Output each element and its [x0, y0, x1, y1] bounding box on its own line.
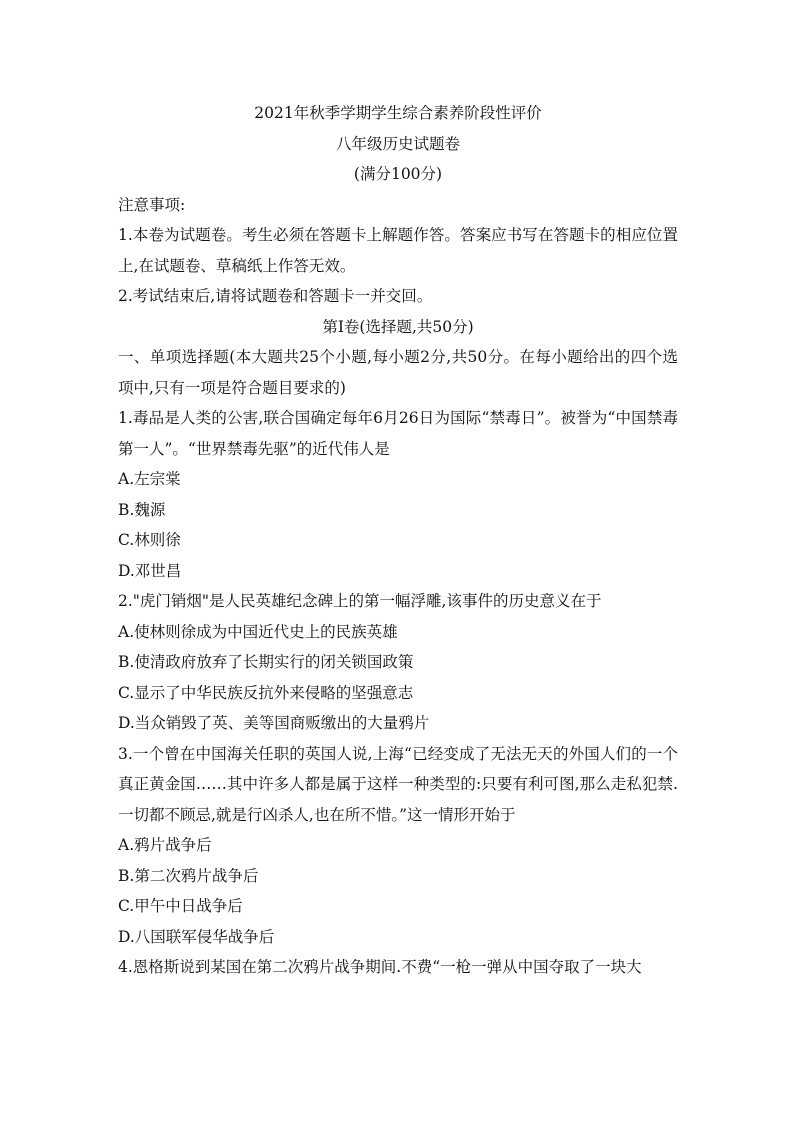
exam-page	[118, 98, 678, 983]
option-c: C.林则徐	[118, 531, 181, 549]
section-instruction: 一、单项选择题(本大题共25个小题,每小题2分,共50分。在每小题给出的四个选项中,只有一项是符合题目要求的)	[118, 348, 678, 397]
question-stem: 3.一个曾在中国海关任职的英国人说,上海“已经变成了无法无天的外国人们的一个真正黄金国……其中许多人都是属于这样一种类型的:只要有利可图,那么走私犯禁.一切都不顾忌,就是行凶杀人,也在所不惜。”这一情形开始于	[118, 744, 678, 824]
question-2	[118, 586, 678, 739]
option-b: B.魏源	[118, 500, 166, 519]
notes-heading: 注意事项:	[118, 195, 186, 214]
question-3	[118, 739, 678, 953]
question-stem: 2."虎门销烟"是人民英雄纪念碑上的第一幅浮雕,该事件的历史意义在于	[118, 592, 602, 610]
option-a: A.使林则徐成为中国近代史上的民族英雄	[118, 622, 398, 641]
notes-item-1: 1.本卷为试题卷。考生必须在答题卡上解题作答。答案应书写在答题卡的相应位置上,在试题卷、草稿纸上作答无效。	[118, 226, 678, 275]
option-c: C.显示了中华民族反抗外来侵略的坚强意志	[118, 683, 414, 702]
option-d: D.八国联军侵华战争后	[118, 927, 275, 946]
question-1	[118, 403, 678, 586]
option-b: B.使清政府放弃了长期实行的闭关锁国政策	[118, 653, 414, 671]
question-stem: 4.恩格斯说到某国在第二次鸦片战争期间.不费“一枪一弹从中国夺取了一块大	[118, 958, 642, 976]
exam-score: (满分100分)	[353, 165, 443, 183]
question-4	[118, 952, 678, 983]
option-d: D.邓世昌	[118, 561, 182, 580]
question-stem: 1.毒品是人类的公害,联合国确定每年6月26日为国际“禁毒日”。被誉为“中国禁毒第一人”。“世界禁毒先驱”的近代伟人是	[118, 409, 678, 458]
section-title: 第Ⅰ卷(选择题,共50分)	[322, 317, 474, 336]
exam-title: 2021年秋季学期学生综合素养阶段性评价	[254, 104, 542, 122]
notes-item-2: 2.考试结束后,请将试题卷和答题卡一并交回。	[118, 287, 433, 305]
option-b: B.第二次鸦片战争后	[118, 866, 259, 885]
option-d: D.当众销毁了英、美等国商贩缴出的大量鸦片	[118, 714, 430, 732]
option-c: C.甲午中日战争后	[118, 897, 243, 915]
exam-subtitle: 八年级历史试题卷	[335, 134, 460, 153]
option-a: A.鸦片战争后	[118, 836, 212, 854]
option-a: A.左宗棠	[118, 470, 181, 488]
